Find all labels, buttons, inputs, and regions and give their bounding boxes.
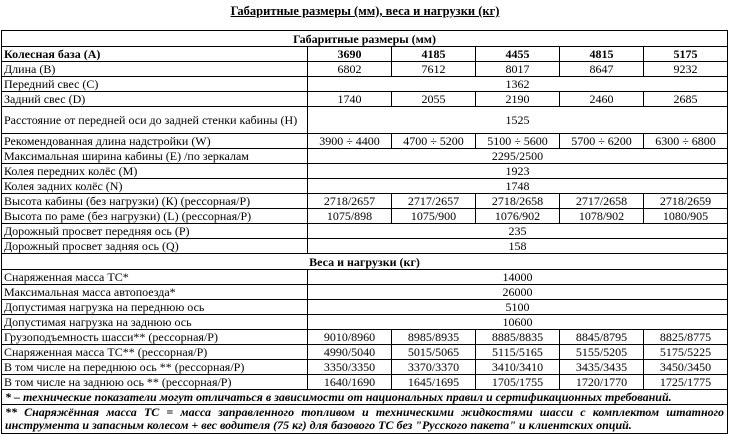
row-value: 1740 [308,92,392,107]
row-value: 5700 ÷ 6200 [560,134,644,149]
row-value: 8825/8775 [644,330,728,345]
row-value: 2718/2659 [644,194,728,209]
wheelbase-value: 4185 [392,47,476,62]
row-value: 3450/3450 [644,360,728,375]
wheelbase-header-row [2,47,728,62]
weight-row [2,270,728,285]
row-label: Рекомендованная длина надстройки (W) [2,134,308,149]
row-value: 158 [308,239,728,254]
weight-row [2,330,728,345]
row-value: 1362 [308,77,728,92]
row-value: 2460 [560,92,644,107]
row-value: 3900 ÷ 4400 [308,134,392,149]
row-value: 8017 [476,62,560,77]
row-value: 2295/2500 [308,149,728,164]
row-value: 1076/902 [476,209,560,224]
row-value: 1075/898 [308,209,392,224]
dimension-row [2,209,728,224]
row-value: 26000 [308,285,728,300]
row-label: Грузоподъемность шасси** (рессорная/Р) [2,330,308,345]
dimension-row [2,134,728,149]
row-value: 2055 [392,92,476,107]
spec-table [1,30,728,434]
dimension-row [2,92,728,107]
dimension-row [2,164,728,179]
wheelbase-value: 5175 [644,47,728,62]
dimension-row [2,179,728,194]
row-label: Допустимая нагрузка на переднюю ось [2,300,308,315]
dimension-row [2,107,728,134]
row-value: 5175/5225 [644,345,728,360]
row-value: 14000 [308,270,728,285]
row-label: Высота по раме (без нагрузки) (L) (рессорная/Р) [2,209,308,224]
section-heading-weights [2,254,728,270]
row-value: 5155/5205 [560,345,644,360]
row-value: 1080/905 [644,209,728,224]
weight-row [2,300,728,315]
row-value: 1725/1775 [644,375,728,390]
footnote: ** Снаряжённая масса ТС = масса заправленного топливом и техническими жидкостями шасси с комплектом штатного инструмента и запасным колесом + вес водителя (75 кг) для базового ТС без "Русского пакета" и клиентских опций. [2,405,728,434]
row-value: 8845/8795 [560,330,644,345]
row-value: 5100 [308,300,728,315]
dimension-row [2,224,728,239]
row-label: Дорожный просвет задняя ось (Q) [2,239,308,254]
row-value: 3370/3370 [392,360,476,375]
row-value: 5015/5065 [392,345,476,360]
row-value: 1078/902 [560,209,644,224]
section-heading-dimensions [2,31,728,47]
row-value: 10600 [308,315,728,330]
row-label: Задний свес (D) [2,92,308,107]
footnote-row [2,390,728,405]
row-value: 2685 [644,92,728,107]
row-value: 5100 ÷ 5600 [476,134,560,149]
row-label: Максимальная масса автопоезда* [2,285,308,300]
page-title: Габаритные размеры (мм), веса и нагрузки (кг) [230,4,500,18]
row-value: 2718/2658 [476,194,560,209]
weight-row [2,345,728,360]
row-value: 4700 ÷ 5200 [392,134,476,149]
row-label: В том числе на заднюю ось ** (рессорная/Р) [2,375,308,390]
row-label: Колея передних колёс (М) [2,164,308,179]
row-value: 8885/8835 [476,330,560,345]
row-value: 7612 [392,62,476,77]
dimension-row [2,77,728,92]
row-value: 1525 [308,107,728,134]
dimension-row [2,62,728,77]
row-label: Колея задних колёс (N) [2,179,308,194]
section-title-dimensions: Габаритные размеры (мм) [2,31,728,47]
row-value: 2717/2657 [392,194,476,209]
row-value: 1720/1770 [560,375,644,390]
row-value: 2190 [476,92,560,107]
row-value: 3435/3435 [560,360,644,375]
row-value: 9010/8960 [308,330,392,345]
row-value: 1640/1690 [308,375,392,390]
row-label: Расстояние от передней оси до задней стенки кабины (Н) [2,107,308,134]
wheelbase-value: 4455 [476,47,560,62]
row-label: Длина (В) [2,62,308,77]
weight-row [2,360,728,375]
row-label: Снаряженная масса ТС** (рессорная/Р) [2,345,308,360]
row-value: 8985/8935 [392,330,476,345]
row-value: 1075/900 [392,209,476,224]
row-label: Максимальная ширина кабины (Е) /по зеркалам [2,149,308,164]
row-value: 8647 [560,62,644,77]
row-value: 2717/2658 [560,194,644,209]
wheelbase-label: Колесная база (А) [2,47,308,62]
footnote-row [2,405,728,434]
row-value: 4990/5040 [308,345,392,360]
row-value: 1748 [308,179,728,194]
row-value: 9232 [644,62,728,77]
dimension-row [2,194,728,209]
row-label: Допустимая нагрузка на заднюю ось [2,315,308,330]
row-label: Высота кабины (без нагрузки) (К) (рессорная/Р) [2,194,308,209]
section-title-weights: Веса и нагрузки (кг) [2,254,728,270]
row-label: Передний свес (С) [2,77,308,92]
wheelbase-value: 4815 [560,47,644,62]
row-value: 1705/1755 [476,375,560,390]
weight-row [2,375,728,390]
row-label: Снаряженная масса ТС* [2,270,308,285]
row-value: 6802 [308,62,392,77]
row-value: 235 [308,224,728,239]
row-value: 2718/2657 [308,194,392,209]
row-value: 3350/3350 [308,360,392,375]
row-label: В том числе на переднюю ось ** (рессорная/Р) [2,360,308,375]
row-value: 6300 ÷ 6800 [644,134,728,149]
row-label: Дорожный просвет передняя ось (Р) [2,224,308,239]
wheelbase-value: 3690 [308,47,392,62]
dimension-row [2,239,728,254]
row-value: 3410/3410 [476,360,560,375]
row-value: 1923 [308,164,728,179]
footnote: * – технические показатели могут отличаться в зависимости от национальных правил и сертификационных требований. [2,390,728,405]
row-value: 1645/1695 [392,375,476,390]
weight-row [2,315,728,330]
row-value: 5115/5165 [476,345,560,360]
weight-row [2,285,728,300]
dimension-row [2,149,728,164]
